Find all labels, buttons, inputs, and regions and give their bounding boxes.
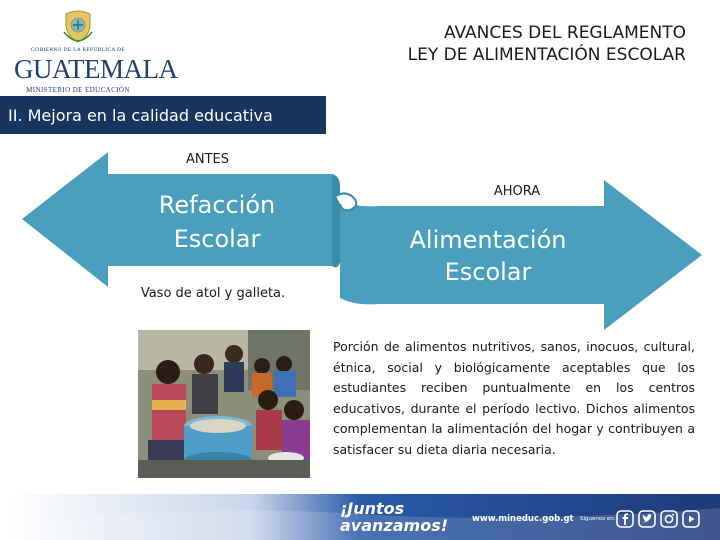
website-link[interactable]: www.mineduc.gob.gt (472, 514, 574, 524)
students-eating-photo (138, 330, 310, 478)
antes-caption: Vaso de atol y galleta. (140, 286, 286, 301)
logo-top-text: GOBIERNO DE LA REPÚBLICA DE (31, 47, 125, 53)
antes-title (140, 188, 294, 256)
instagram-icon[interactable] (660, 510, 678, 528)
ahora-description: Porción de alimentos nutritivos, sanos, inocuos, cultural, étnica, social y biológicamente aceptables que los estudiantes reciben puntualmente en los centros educativos, durante el período lectivo. Dichos alimentos complementan la alimentación del hogar y contribuyen a satisfacer su dieta diaria necesaria. (333, 339, 695, 457)
footer-slogan-line-1: ¡Juntos (340, 499, 405, 518)
ahora-title-line-2: Escolar (444, 258, 532, 286)
ahora-title (382, 224, 594, 288)
footer-slogan (340, 500, 460, 534)
youtube-icon[interactable] (682, 510, 700, 528)
antes-label: ANTES (186, 152, 230, 167)
ahora-title-line-1: Alimentación (409, 226, 567, 254)
antes-title-line-2: Escolar (173, 225, 261, 253)
ahora-label: AHORA (493, 184, 541, 199)
title-line-2: LEY DE ALIMENTACIÓN ESCOLAR (407, 45, 686, 65)
twitter-icon[interactable] (638, 510, 656, 528)
antes-arrow-curl (332, 174, 340, 267)
facebook-icon[interactable] (616, 510, 634, 528)
title-line-1: AVANCES DEL REGLAMENTO (443, 23, 686, 43)
logo-bottom-text: MINISTERIO DE EDUCACIÓN (26, 86, 130, 94)
section-title: II. Mejora en la calidad educativa (8, 106, 273, 125)
antes-title-line-1: Refacción (158, 191, 276, 219)
logo-main-text: GUATEMALA (14, 54, 178, 84)
footer-slogan-line-2: avanzamos! (340, 516, 449, 535)
follow-us-label: Síguenos en: (580, 516, 616, 522)
